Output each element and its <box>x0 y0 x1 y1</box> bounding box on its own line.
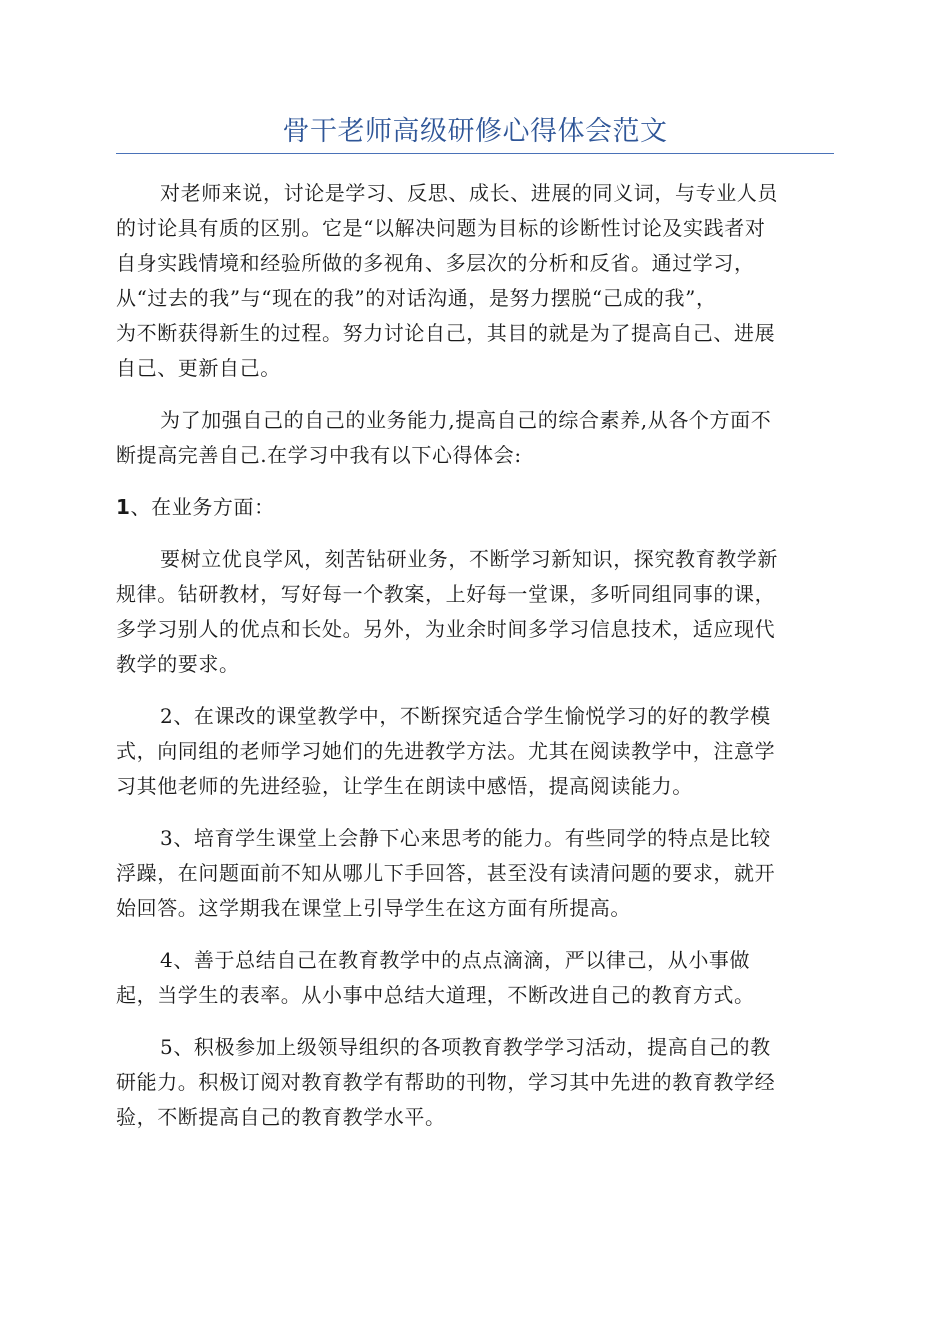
paragraph-line: 的讨论具有质的区别。它是“以解决问题为目标的诊断性讨论及实践者对 <box>116 216 766 240</box>
paragraph-line: 教学的要求。 <box>116 652 240 676</box>
paragraph-line: 断提高完善自己.在学习中我有以下心得体会: <box>116 443 522 467</box>
title-underline <box>116 153 834 154</box>
paragraph-line: 对老师来说，讨论是学习、反思、成长、进展的同义词，与专业人员 <box>160 181 778 205</box>
paragraph-line: 始回答。这学期我在课堂上引导学生在这方面有所提高。 <box>116 896 631 920</box>
paragraph-line: 自己、更新自己。 <box>116 356 281 380</box>
paragraph-line: 4、善于总结自己在教育教学中的点点滴滴，严以律己，从小事做 <box>160 948 751 972</box>
paragraph-line: 多学习别人的优点和长处。另外，为业余时间多学习信息技术，适应现代 <box>116 617 776 641</box>
paragraph-line: 验，不断提高自己的教育教学水平。 <box>116 1105 446 1129</box>
paragraph-line: 自身实践情境和经验所做的多视角、多层次的分析和反省。通过学习， <box>116 251 755 275</box>
paragraph-line: 从“过去的我”与“现在的我”的对话沟通，是努力摆脱“己成的我”， <box>116 286 717 310</box>
section-heading-number: 1 <box>116 495 131 519</box>
paragraph-line: 2、在课改的课堂教学中，不断探究适合学生愉悦学习的好的教学模 <box>160 704 771 728</box>
section-heading-line <box>116 490 834 525</box>
document-title: 骨干老师高级研修心得体会范文 <box>282 116 668 147</box>
paragraph-line: 3、培育学生课堂上会静下心来思考的能力。有些同学的特点是比较 <box>160 826 771 850</box>
paragraph-line: 研能力。积极订阅对教育教学有帮助的刊物，学习其中先进的教育教学经 <box>116 1070 776 1094</box>
paragraph-line: 规律。钻研教材，写好每一个教案，上好每一堂课，多听同组同事的课， <box>116 582 776 606</box>
paragraph-line: 起，当学生的表率。从小事中总结大道理，不断改进自己的教育方式。 <box>116 983 755 1007</box>
paragraph-item-3 <box>116 821 834 926</box>
paragraph-line: 习其他老师的先进经验，让学生在朗读中感悟，提高阅读能力。 <box>116 774 693 798</box>
section-heading-text: 、在业务方面： <box>130 495 275 519</box>
section-heading <box>116 490 834 525</box>
document-body <box>116 176 834 1152</box>
paragraph-line: 式，向同组的老师学习她们的先进教学方法。尤其在阅读教学中，注意学 <box>116 739 776 763</box>
paragraph-line: 浮躁，在问题面前不知从哪儿下手回答，甚至没有读清问题的要求，就开 <box>116 861 776 885</box>
paragraph-item-1 <box>116 542 834 682</box>
paragraph-line: 5、积极参加上级领导组织的各项教育教学学习活动，提高自己的教 <box>160 1035 771 1059</box>
paragraph-purpose <box>116 403 834 473</box>
paragraph-line: 要树立优良学风，刻苦钻研业务，不断学习新知识，探究教育教学新 <box>160 547 778 571</box>
paragraph-item-4 <box>116 943 834 1013</box>
paragraph-line: 为不断获得新生的过程。努力讨论自己，其目的就是为了提高自己、进展 <box>116 321 776 345</box>
paragraph-intro <box>116 176 834 386</box>
paragraph-item-5 <box>116 1030 834 1135</box>
paragraph-line: 为了加强自己的自己的业务能力,提高自己的综合素养,从各个方面不 <box>160 408 772 432</box>
paragraph-item-2 <box>116 699 834 804</box>
